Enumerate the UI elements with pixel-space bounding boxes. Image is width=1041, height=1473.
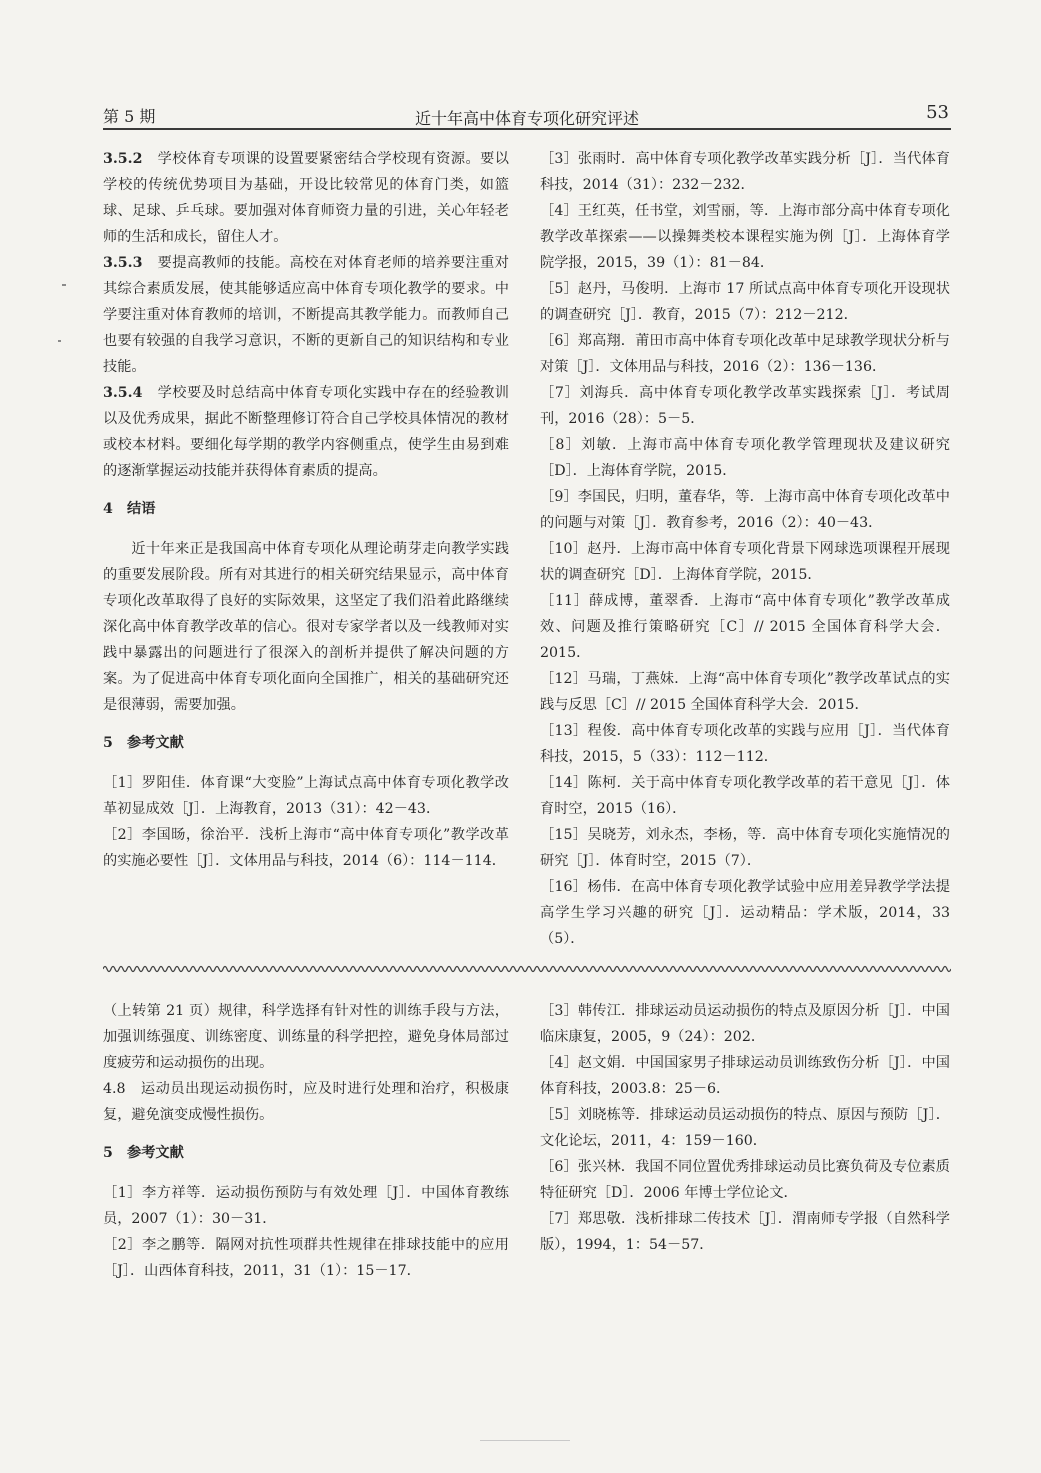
conclusion-paragraph: 近十年来正是我国高中体育专项化从理论萌芽走向教学实践的重要发展阶段。所有对其进行的相关研究结果显示，高中体育专项化改革取得了良好的实际效果，这坚定了我们沿着此路继续深化高中体育教学改革的信心。很对专家学者以及一线教师对实践中暴露出的问题进行了很深入的剖析并提供了解决问题的方案。为了促进高中体育专项化面向全国推广，相关的基础研究还是很薄弱，需要加强。 [103, 541, 509, 713]
reference-item: ［13］程俊．高中体育专项化改革的实践与应用［J］．当代体育科技，2015，5（33）：112－112． [540, 723, 950, 765]
issue-label: 第 5 期 [103, 107, 156, 126]
reference-item: ［14］陈柯．关于高中体育专项化教学改革的若干意见［J］．体育时空，2015（16）． [540, 775, 950, 817]
scan-speck [58, 340, 61, 342]
scan-speck [480, 1440, 570, 1441]
reference-item: ［6］张兴林．我国不同位置优秀排球运动员比赛负荷及专位素质特征研究［D］．2006 年博士学位论文． [540, 1159, 950, 1201]
header-rule [103, 128, 951, 130]
continued-paragraph: （上转第 21 页）规律，科学选择有针对性的训练手段与方法，加强训练强度、训练密度、训练量的科学把控，避免身体局部过度疲劳和运动损伤的出现。 [103, 1003, 509, 1071]
paragraph-3-5-3 [103, 250, 509, 380]
section-number: 4.8 [103, 1081, 126, 1097]
wavy-separator [103, 963, 951, 975]
paragraph-3-5-2 [103, 146, 509, 250]
reference-item: ［8］刘敏．上海市高中体育专项化教学管理现状及建议研究［D］．上海体育学院，2015． [540, 437, 950, 479]
reference-item: ［7］刘海兵．高中体育专项化教学改革实践探索［J］．考试周刊，2016（28）：5－5． [540, 385, 950, 427]
reference-item: ［1］罗阳佳．体育课“大变脸”上海试点高中体育专项化教学改革初显成效［J］．上海教育，2013（31）：42－43． [103, 775, 509, 817]
reference-item: ［10］赵丹．上海市高中体育专项化背景下网球选项课程开展现状的调查研究［D］．上海体育学院，2015． [540, 541, 950, 583]
scan-speck [62, 284, 66, 286]
reference-item: ［11］薛成博，董翠香．上海市“高中体育专项化”教学改革成效、问题及推行策略研究［C］// 2015 全国体育科学大会．2015． [540, 593, 950, 661]
section-number: 3.5.4 [103, 385, 143, 401]
paragraph-text: 学校体育专项课的设置要紧密结合学校现有资源。要以学校的传统优势项目为基础，开设比较常见的体育门类，如篮球、足球、乒乓球。要加强对体育师资力量的引进，关心年轻老师的生活和成长，留住人才。 [103, 151, 509, 245]
section-number: 3.5.2 [103, 151, 143, 167]
reference-item: ［4］赵文娟．中国国家男子排球运动员训练致伤分析［J］．中国体育科技，2003.8：25－6． [540, 1055, 950, 1097]
reference-item: ［9］李国民，归明，董春华，等．上海市高中体育专项化改革中的问题与对策［J］．教育参考，2016（2）：40－43． [540, 489, 950, 531]
reference-item: ［5］赵丹，马俊明．上海市 17 所试点高中体育专项化开设现状的调查研究［J］．教育，2015（7）：212－212． [540, 281, 950, 323]
section-number: 3.5.3 [103, 255, 143, 271]
reference-item: ［7］郑思敬．浅析排球二传技术［J］．渭南师专学报（自然科学版），1994，1：54－57． [540, 1211, 950, 1253]
page-number: 53 [926, 102, 949, 123]
reference-item: ［12］马瑞，丁燕妹．上海“高中体育专项化”教学改革试点的实践与反思［C］// 2015 全国体育科学大会．2015． [540, 671, 950, 713]
reference-item: ［6］郑高翔．莆田市高中体育专项化改革中足球教学现状分析与对策［J］．文体用品与科技，2016（2）：136－136． [540, 333, 950, 375]
section-heading-references: 5 参考文献 [103, 1145, 184, 1161]
article-column-right [540, 146, 950, 952]
reference-item: ［2］李国旸，徐治平．浅析上海市“高中体育专项化”教学改革的实施必要性［J］．文体用品与科技，2014（6）：114－114． [103, 827, 509, 869]
paragraph-text: 要提高教师的技能。高校在对体育老师的培养要注重对其综合素质发展，使其能够适应高中体育专项化教学的要求。中学要注重对体育教师的培训，不断提高其教学能力。而教师自己也要有较强的自我学习意识，不断的更新自己的知识结构和专业技能。 [103, 255, 509, 375]
reference-item: ［3］张雨时．高中体育专项化教学改革实践分析［J］．当代体育科技，2014（31）：232－232． [540, 151, 950, 193]
continued-article-right [540, 998, 950, 1258]
reference-item: ［3］韩传江．排球运动员运动损伤的特点及原因分析［J］．中国临床康复，2005，9（24）：202． [540, 1003, 950, 1045]
section-heading-conclusion: 4 结语 [103, 501, 156, 517]
reference-item: ［4］王红英，任书堂，刘雪丽，等．上海市部分高中体育专项化教学改革探索——以操舞类校本课程实施为例［J］．上海体育学院学报，2015，39（1）：81－84． [540, 203, 950, 271]
continued-article-left [103, 998, 509, 1284]
paragraph-4-8 [103, 1076, 509, 1128]
running-title: 近十年高中体育专项化研究评述 [414, 109, 639, 128]
reference-item: ［15］吴晓芳，刘永杰，李杨，等．高中体育专项化实施情况的研究［J］．体育时空，2015（7）． [540, 827, 950, 869]
paragraph-text: 学校要及时总结高中体育专项化实践中存在的经验教训以及优秀成果，据此不断整理修订符合自己学校具体情况的教材或校本材料。要细化每学期的教学内容侧重点，使学生由易到难的逐渐掌握运动技能并获得体育素质的提高。 [103, 385, 509, 479]
article-column-left [103, 146, 509, 874]
paragraph-3-5-4 [103, 380, 509, 484]
section-heading-references: 5 参考文献 [103, 735, 184, 751]
paragraph-text: 运动员出现运动损伤时，应及时进行处理和治疗，积极康复，避免演变成慢性损伤。 [103, 1081, 509, 1123]
reference-item: ［16］杨伟．在高中体育专项化教学试验中应用差异教学学法提高学生学习兴趣的研究［J］．运动精品：学术版，2014，33（5）． [540, 879, 950, 947]
reference-item: ［2］李之鹏等．隔网对抗性项群共性规律在排球技能中的应用［J］．山西体育科技，2011，31（1）：15－17． [103, 1237, 509, 1279]
running-header [103, 100, 951, 130]
reference-item: ［1］李方祥等．运动损伤预防与有效处理［J］．中国体育教练员，2007（1）：30－31． [103, 1185, 509, 1227]
reference-item: ［5］刘晓栋等．排球运动员运动损伤的特点、原因与预防［J］．文化论坛，2011，4：159－160． [540, 1107, 950, 1149]
